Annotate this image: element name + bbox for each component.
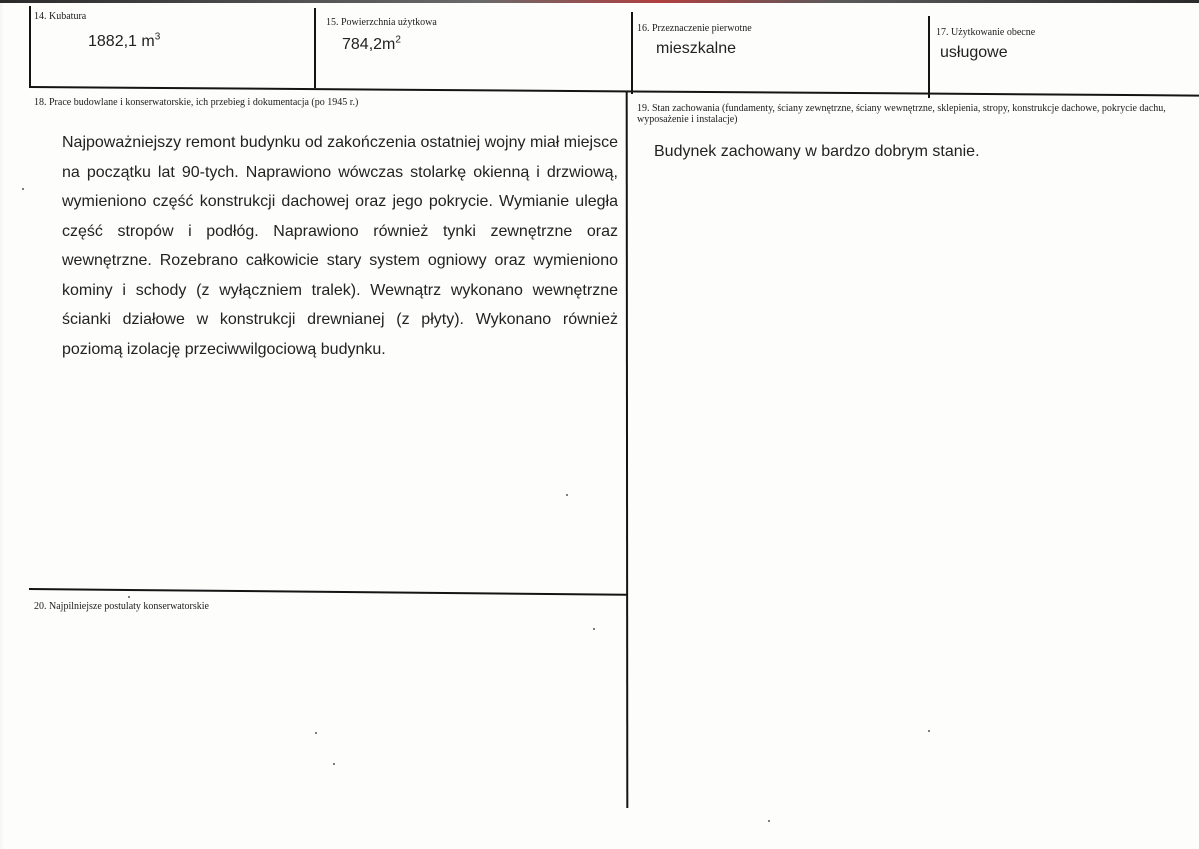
kubatura-number: 1882,1 m (88, 33, 155, 50)
scan-speck (22, 188, 24, 190)
scan-speck (593, 628, 595, 630)
scan-speck (928, 730, 930, 732)
powierzchnia-number: 784,2m (342, 36, 396, 53)
header-row-bottom-border (29, 86, 1199, 97)
kubatura-unit-sup: 3 (154, 31, 161, 43)
main-column-divider (626, 92, 629, 808)
field-14-value (88, 33, 160, 51)
field-18-label: 18. Prace budowlane i konserwatorskie, ich przebieg i dokumentacja (po 1945 r.) (34, 97, 359, 108)
scan-speck (566, 494, 568, 496)
field-19-label: 19. Stan zachowania (fundamenty, ściany zewnętrzne, ściany wewnętrzne, sklepienia, stropy, konstrukcje dachowe, pokrycie dachu, wyposażenie i instalacje) (637, 103, 1166, 125)
field-18-text: Najpoważniejszy remont budynku od zakończenia ostatniej wojny miał miejsce na początku lat 90-tych. Naprawiono wówczas stolarkę okienną i drzwiową, wymieniono część konstrukcji dachowej oraz jego pokrycie. Wymianie uległa część stropów i podłóg. Naprawiono również tynki zewnętrzne oraz wewnętrzne. Rozebrano całkowicie stary system ogniowy oraz wymieniono kominy i schody (z wyłączniem tralek). Wewnątrz wykonano wewnętrzne ścianki działowe w konstrukcji drewnianej (z płyty). Wykonano również poziomą izolację przeciwwilgociową budynku. (62, 134, 618, 358)
divider-col-15 (314, 8, 316, 88)
powierzchnia-unit-sup: 2 (395, 34, 401, 46)
field-16-value: mieszkalne (656, 40, 737, 57)
field-17-label: 17. Użytkowanie obecne (936, 27, 1036, 38)
field-16-label: 16. Przeznaczenie pierwotne (637, 23, 752, 34)
scan-speck (128, 596, 130, 598)
scan-top-edge (0, 0, 1199, 3)
field-14-label: 14. Kubatura (34, 11, 87, 22)
divider-col-17 (928, 16, 930, 98)
field-19-text: Budynek zachowany w bardzo dobrym stanie. (654, 143, 980, 160)
section-20-top-border (29, 588, 627, 596)
scan-speck (768, 820, 770, 822)
field-17-value: usługowe (940, 44, 1008, 61)
field-20-label: 20. Najpilniejsze postulaty konserwatorskie (34, 601, 209, 612)
field-15-value (342, 36, 401, 54)
divider-col-16 (631, 12, 633, 94)
field-15-label: 15. Powierzchnia użytkowa (326, 17, 437, 28)
left-border (29, 6, 31, 86)
scan-speck (333, 763, 335, 765)
scan-speck (315, 732, 317, 734)
